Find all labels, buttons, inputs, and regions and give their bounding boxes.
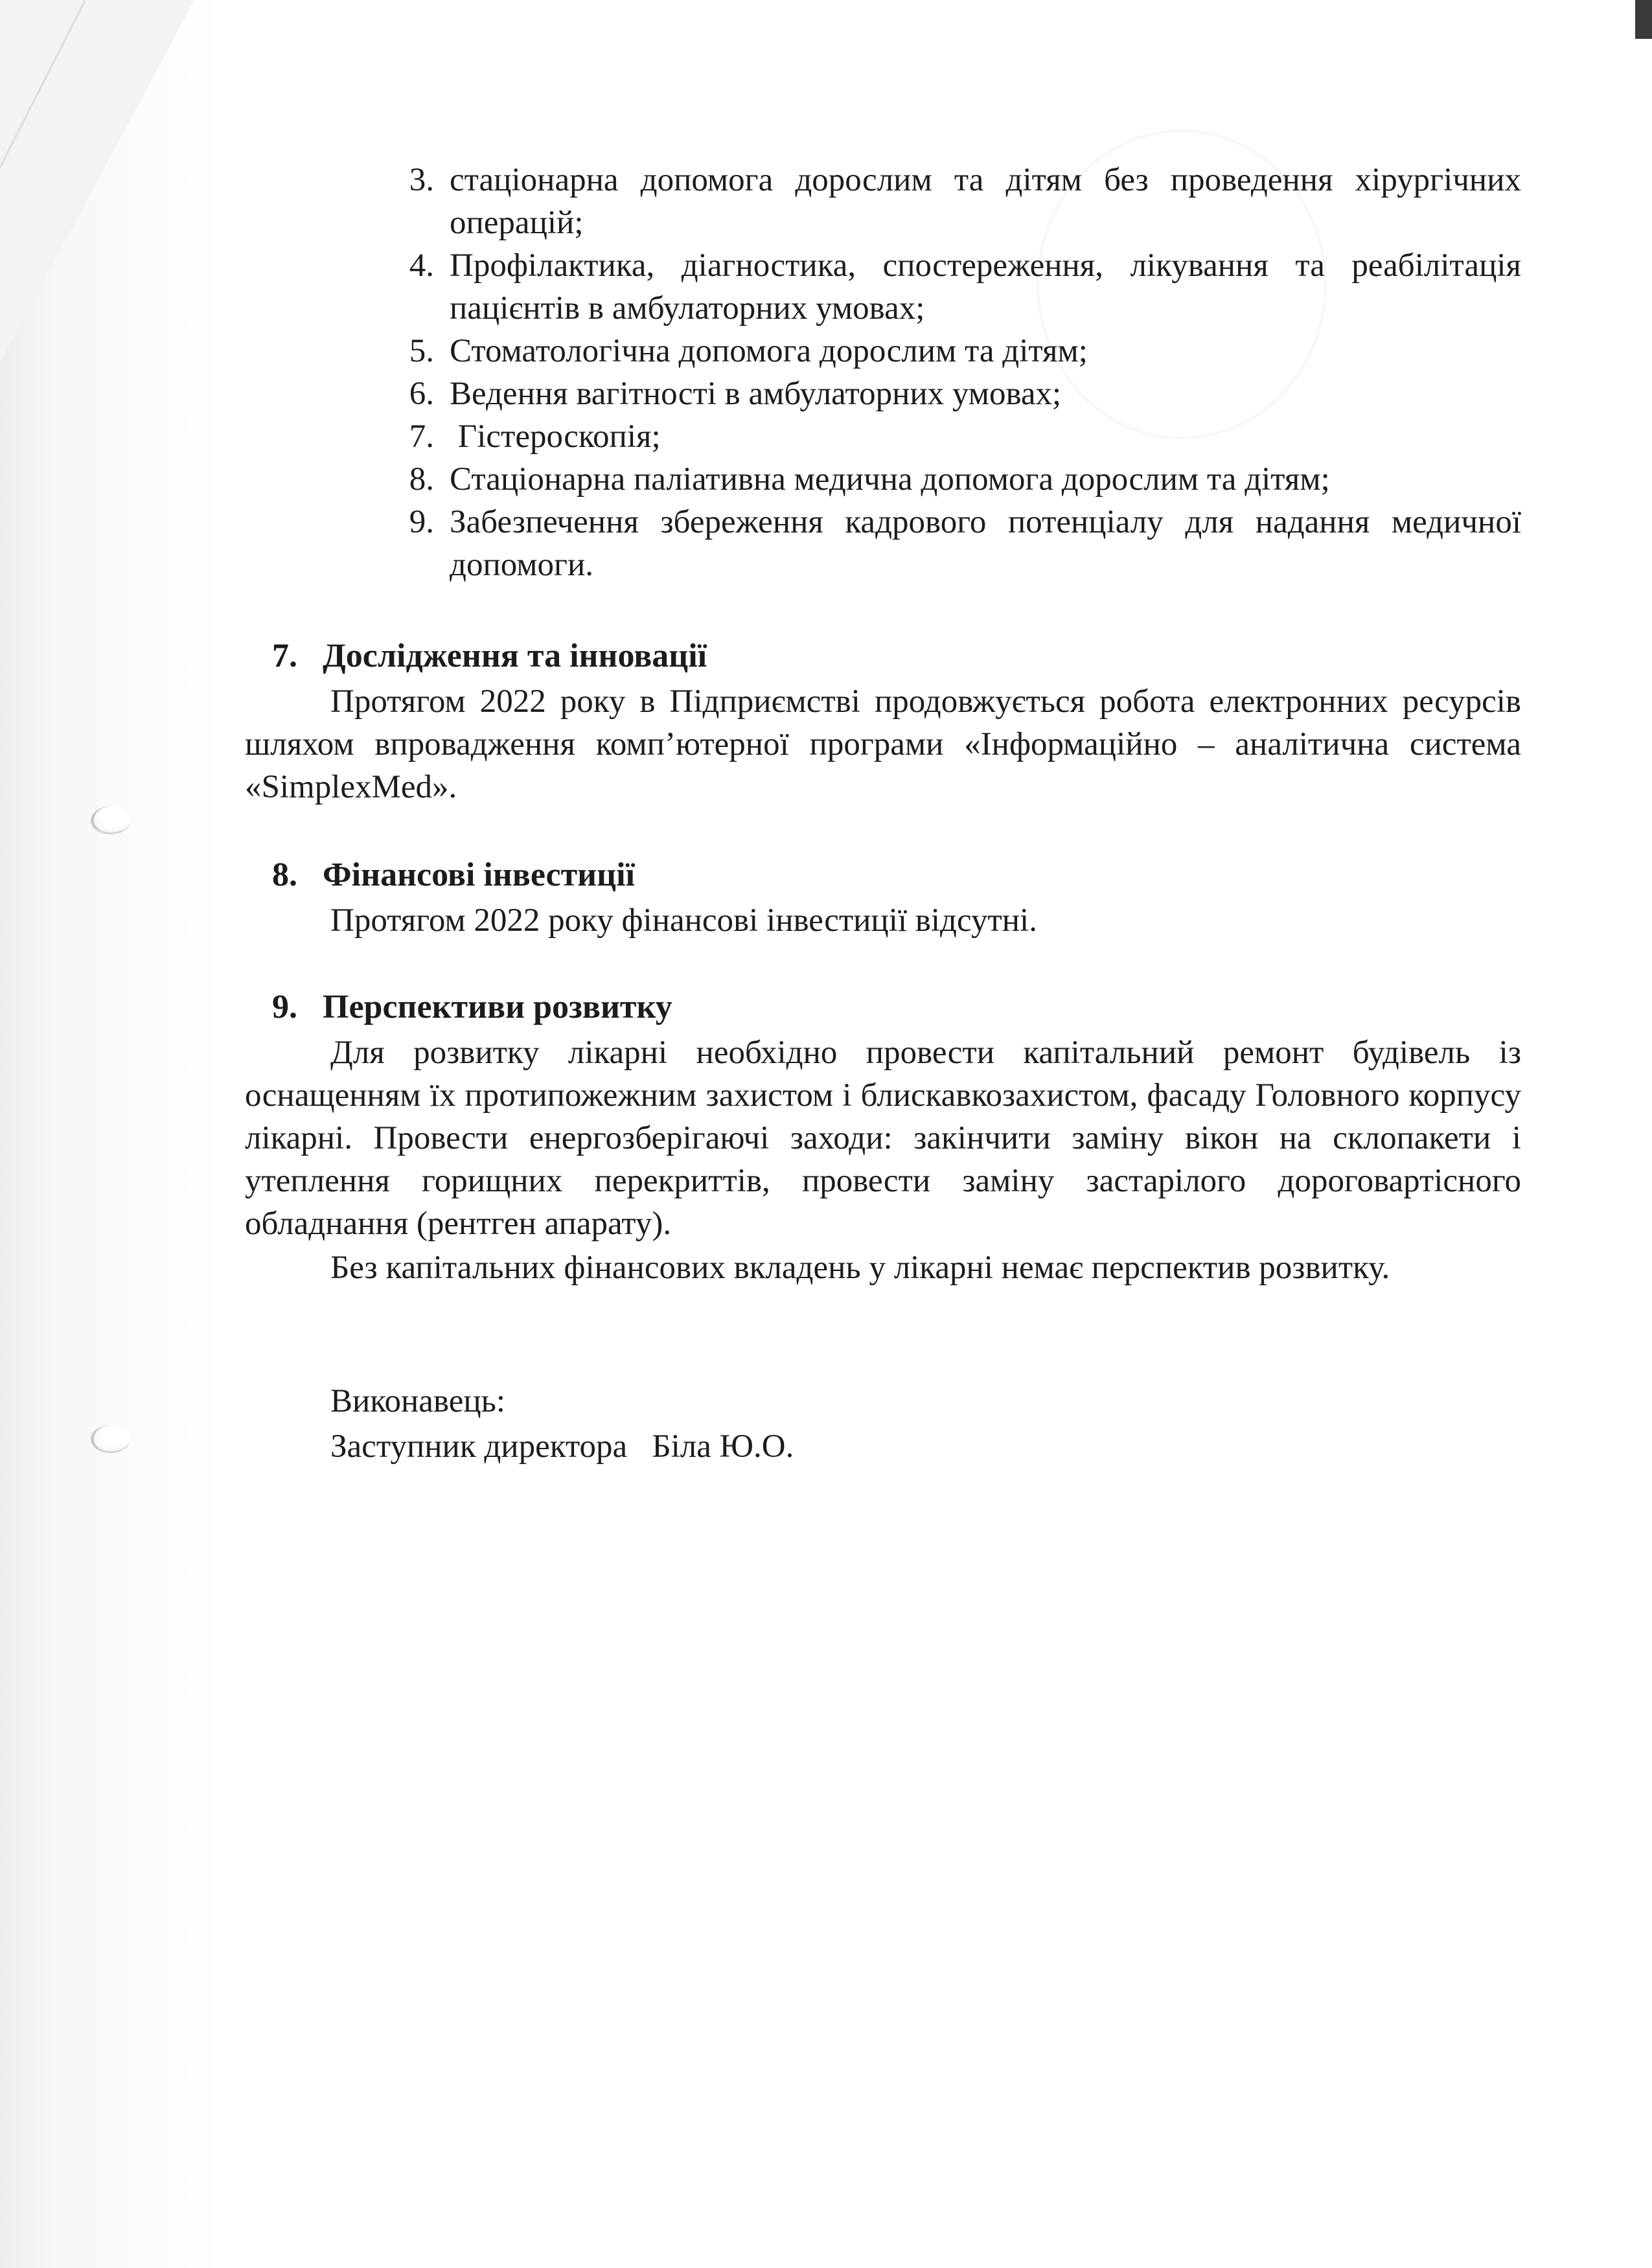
- list-item-text: Стоматологічна допомога дорослим та дітям;: [450, 333, 1088, 369]
- list-item-number: 6.: [409, 376, 434, 412]
- section-9-heading: [272, 986, 672, 1029]
- list-item-text: стаціонарна допомога дорослим та дітям без проведення хірургічних операцій;: [450, 162, 1521, 241]
- list-item-text: Забезпечення збереження кадрового потенціалу для надання медичної допомоги.: [450, 504, 1521, 583]
- list-item: [394, 372, 1521, 415]
- list-item-text: Профілактика, діагностика, спостереження, лікування та реабілітація пацієнтів в амбулаторних умовах;: [450, 247, 1521, 326]
- signer-position: Заступник директора: [330, 1428, 628, 1465]
- section-8-paragraph: Протягом 2022 року фінансові інвестиції відсутні.: [330, 902, 1037, 939]
- section-number: 8.: [272, 856, 297, 893]
- list-item-text: Гістероскопія;: [450, 418, 661, 455]
- signature-role-label: Виконавець:: [330, 1383, 506, 1419]
- list-item: [394, 244, 1521, 330]
- services-list: [394, 159, 1521, 586]
- list-item: [394, 458, 1521, 501]
- list-item-number: 8.: [409, 461, 434, 498]
- list-item: [394, 501, 1521, 586]
- list-item-number: 9.: [409, 504, 434, 540]
- list-item: [394, 159, 1521, 244]
- section-title: Дослідження та інновації: [323, 637, 707, 674]
- list-item-number: 7.: [409, 418, 434, 455]
- list-item-number: 4.: [409, 247, 434, 284]
- list-item: [394, 330, 1521, 372]
- section-9-paragraph-2: Без капітальних фінансових вкладень у лікарні немає перспектив розвитку.: [330, 1250, 1390, 1286]
- section-number: 9.: [272, 989, 297, 1025]
- list-item-text: Ведення вагітності в амбулаторних умовах;: [450, 376, 1062, 412]
- section-8-heading: [272, 854, 635, 897]
- section-title: Фінансові інвестиції: [323, 856, 635, 893]
- section-9-paragraph-1: Для розвитку лікарні необхідно провести капітальний ремонт будівель із оснащенням їх протипожежним захистом і блискавкозахистом, фасаду Головного корпусу лікарні. Провести енергозберігаючі заходи: закінчити заміну вікон на склопакети і утеплення горищних перекриттів, провести заміну застарілого дороговартісного обладнання (рентген апарату).: [245, 1035, 1521, 1242]
- section-7-paragraph: Протягом 2022 року в Підприємстві продовжується робота електронних ресурсів шляхом впровадження комп’ютерної програми «Інформаційно – аналітична система «SimplexMed».: [245, 683, 1521, 805]
- section-number: 7.: [272, 637, 297, 674]
- section-title: Перспективи розвитку: [323, 989, 672, 1025]
- signer-name: Біла Ю.О.: [652, 1428, 794, 1465]
- list-item-text: Стаціонарна паліативна медична допомога дорослим та дітям;: [450, 461, 1330, 498]
- list-item-number: 5.: [409, 333, 434, 369]
- list-item-number: 3.: [409, 162, 434, 198]
- section-7-heading: [272, 635, 707, 678]
- list-item: [394, 415, 1521, 458]
- signature-line: [330, 1425, 794, 1468]
